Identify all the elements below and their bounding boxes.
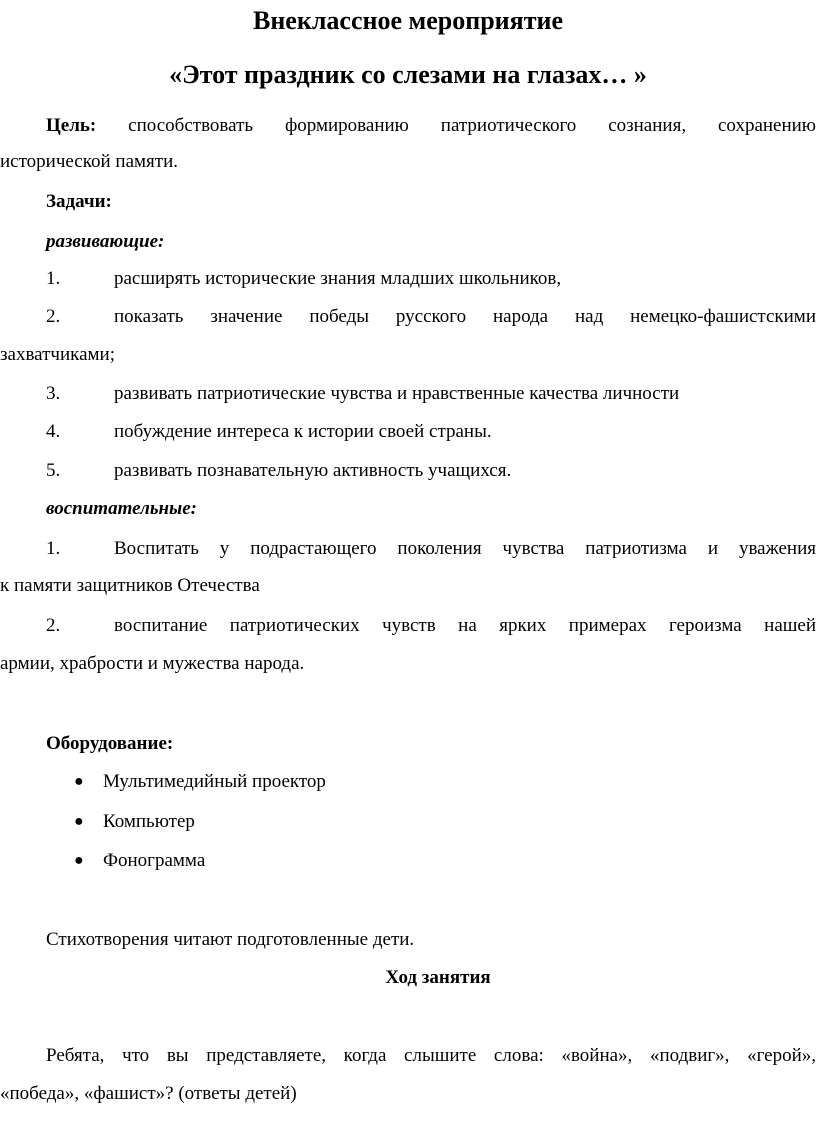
item-text: развивать патриотические чувства и нравственные качества личности — [114, 383, 680, 404]
note-text: Стихотворения читают подготовленные дети. — [46, 929, 415, 950]
educational-heading: воспитательные: — [46, 498, 197, 519]
item-text: Воспитать у подрастающего поколения чувства патриотизма и уважения — [114, 538, 816, 559]
document-title: Внеклассное мероприятие — [252, 6, 564, 35]
goal-label: Цель: — [46, 115, 97, 136]
document-subtitle: «Этот праздник со слезами на глазах… » — [169, 60, 647, 89]
developing-heading: развивающие: — [46, 231, 165, 252]
item-number: 1. — [46, 538, 61, 559]
equipment-item-text: Фонограмма — [103, 850, 206, 871]
lesson-intro-line-2: «победа», «фашист»? (ответы детей) — [0, 1083, 297, 1104]
item-number: 5. — [46, 460, 61, 481]
equipment-item-text: Мультимедийный проектор — [103, 771, 326, 792]
educational-item-2 — [0, 613, 816, 639]
educational-item-1-cont: к памяти защитников Отечества — [0, 575, 260, 596]
educational-item-2-cont: армии, храбрости и мужества народа. — [0, 653, 305, 674]
item-text: показать значение победы русского народа над немецко-фашистскими — [114, 306, 816, 327]
developing-item-2-cont: захватчиками; — [0, 344, 115, 365]
item-number: 2. — [46, 306, 61, 327]
bullet-icon: ● — [74, 773, 84, 790]
goal-line-1 — [46, 113, 816, 139]
item-number: 3. — [46, 383, 61, 404]
bullet-icon: ● — [74, 813, 84, 830]
goal-text: способствовать формированию патриотического сознания, сохранению — [128, 115, 816, 136]
item-number: 2. — [46, 615, 61, 636]
lesson-intro-line-1: Ребята, что вы представляете, когда слышите слова: «война», «подвиг», «герой», — [46, 1045, 816, 1066]
tasks-heading: Задачи: — [46, 191, 112, 212]
equipment-heading: Оборудование: — [46, 733, 174, 754]
item-text: расширять исторические знания младших школьников, — [114, 268, 562, 289]
item-text: побуждение интереса к истории своей страны. — [114, 421, 492, 442]
educational-item-1 — [0, 536, 816, 562]
bullet-icon: ● — [74, 852, 84, 869]
item-number: 4. — [46, 421, 61, 442]
developing-item-2 — [0, 304, 816, 330]
item-text: развивать познавательную активность учащихся. — [114, 460, 512, 481]
lesson-heading: Ход занятия — [385, 967, 491, 988]
item-text: воспитание патриотических чувств на ярких примерах героизма нашей — [114, 615, 816, 636]
equipment-item-text: Компьютер — [103, 811, 195, 832]
item-number: 1. — [46, 268, 61, 289]
goal-line-2: исторической памяти. — [0, 151, 178, 172]
